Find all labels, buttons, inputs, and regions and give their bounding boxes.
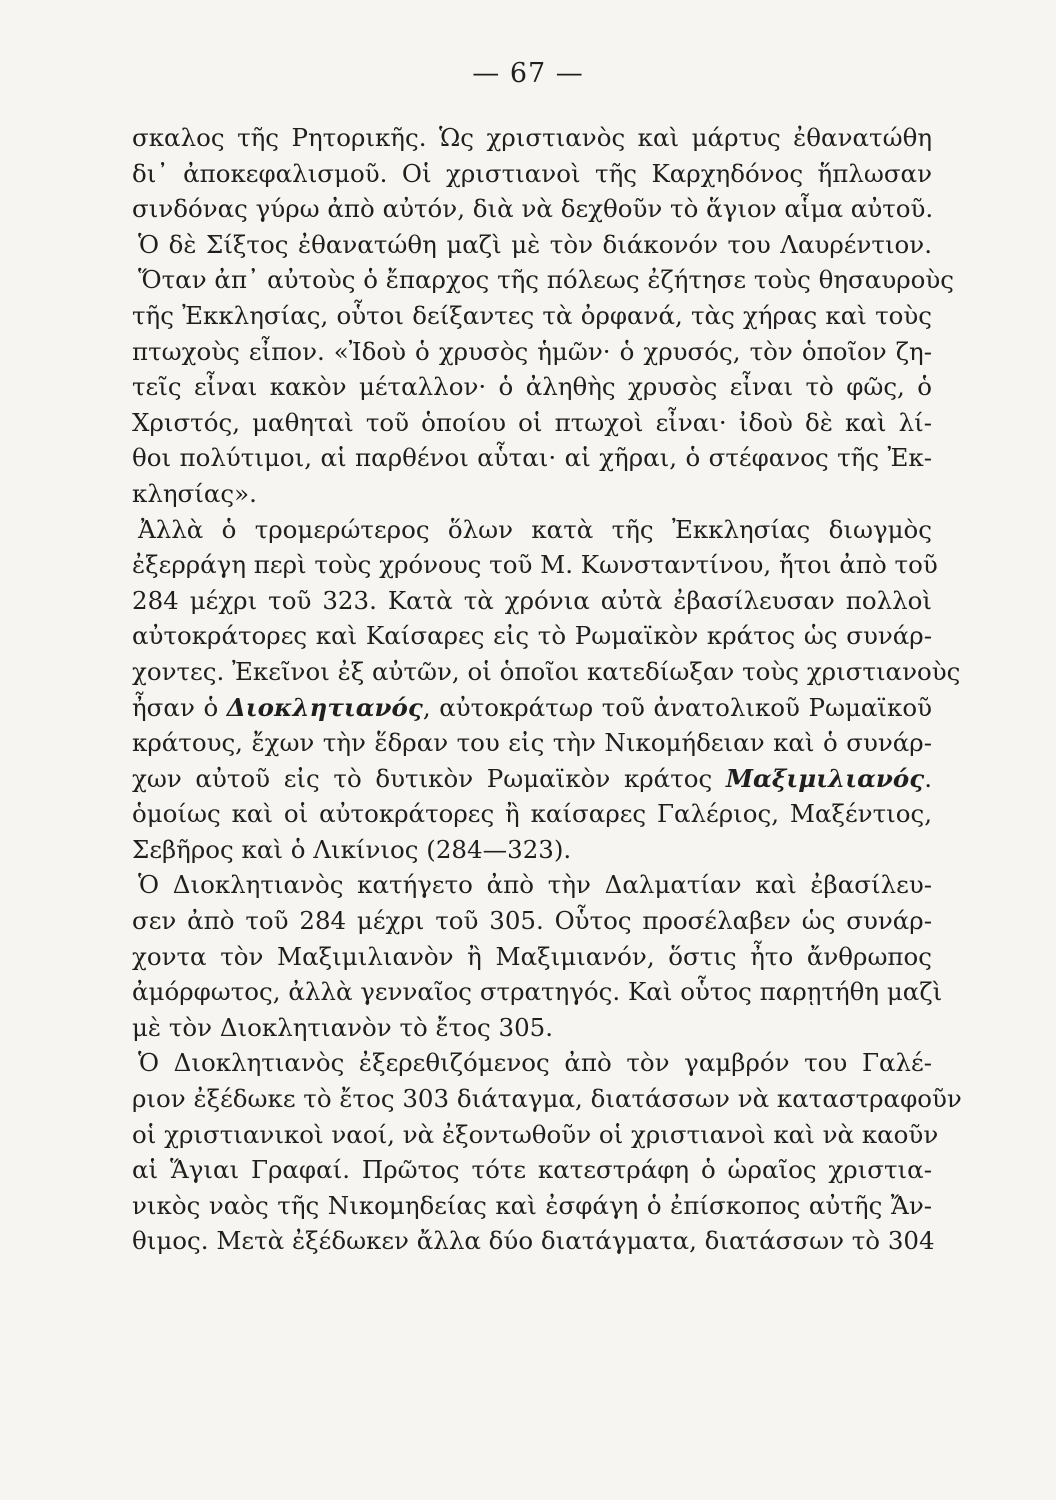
text-line: ἐξερράγη περὶ τοὺς χρόνους τοῦ Μ. Κωνσταντίνου, ἤτοι ἀπὸ τοῦ	[132, 550, 938, 580]
text-line: οἱ χριστιανικοὶ ναοί, νὰ ἐξοντωθοῦν οἱ χριστιανοὶ καὶ νὰ καοῦν	[132, 1119, 939, 1149]
text-line: κράτους, ἔχων τὴν ἕδραν του εἰς τὴν Νικομήδειαν καὶ ὁ συνάρ-	[132, 728, 932, 758]
text-line: Χριστός, μαθηταὶ τοῦ ὁποίου οἱ πτωχοὶ εἶναι· ἰδοὺ δὲ καὶ λί-	[132, 407, 932, 437]
emphasized-name: Μαξιμιλιανός	[725, 763, 925, 793]
text-line: δι᾿ ἀποκεφαλισμοῦ. Οἱ χριστιανοὶ τῆς Καρχηδόνος ἥπλωσαν	[132, 158, 932, 188]
text-line: ριον ἐξέδωκε τὸ ἔτος 303 διάταγμα, διατάσσων νὰ καταστραφοῦν	[132, 1084, 962, 1114]
text-line-with-emphasis	[132, 690, 932, 726]
text-line: 284 μέχρι τοῦ 323. Κατὰ τὰ χρόνια αὐτὰ ἐβασίλευσαν πολλοὶ	[132, 585, 932, 615]
page-number: — 67 —	[472, 58, 584, 89]
text-line: κλησίας».	[132, 478, 257, 508]
text-line: Ὁ δὲ Σίξτος ἐθανατώθη μαζὶ μὲ τὸν διάκονόν του Λαυρέντιον.	[138, 229, 932, 259]
text-line: θιμος. Μετὰ ἐξέδωκεν ἄλλα δύο διατάγματα, διατάσσων τὸ 304	[132, 1226, 935, 1256]
text-fragment: ἦσαν ὁ	[132, 692, 227, 722]
text-line: Ἀλλὰ ὁ τρομερώτερος ὅλων κατὰ τῆς Ἐκκλησίας διωγμὸς	[138, 514, 932, 544]
text-line: νικὸς ναὸς τῆς Νικομηδείας καὶ ἐσφάγη ὁ ἐπίσκοπος αὐτῆς Ἄν-	[132, 1190, 932, 1220]
text-line: αἱ Ἅγιαι Γραφαί. Πρῶτος τότε κατεστράφη ὁ ὡραῖος χριστια-	[132, 1155, 932, 1185]
text-line: χοντες. Ἐκεῖνοι ἐξ αὐτῶν, οἱ ὁποῖοι κατεδίωξαν τοὺς χριστιανοὺς	[132, 656, 961, 686]
text-line: τεῖς εἶναι κακὸν μέταλλον· ὁ ἀληθὴς χρυσὸς εἶναι τὸ φῶς, ὁ	[132, 372, 932, 402]
text-line: μὲ τὸν Διοκλητιανὸν τὸ ἔτος 305.	[132, 1012, 554, 1042]
text-fragment: χων αὐτοῦ εἰς τὸ δυτικὸν Ρωμαϊκὸν κράτος	[132, 763, 726, 793]
text-line: ἀμόρφωτος, ἀλλὰ γενναῖος στρατηγός. Καὶ οὗτος παρῃτήθη μαζὶ	[132, 977, 943, 1007]
text-line: Σεβῆρος καὶ ὁ Λικίνιος (284—323).	[132, 834, 572, 864]
body-text	[132, 120, 962, 1259]
text-line: Ὁ Διοκλητιανὸς ἐξερεθιζόμενος ἀπὸ τὸν γαμβρόν του Γαλέ-	[138, 1048, 932, 1078]
emphasized-name: Διοκλητιανός	[226, 692, 423, 722]
text-line: Ὁ Διοκλητιανὸς κατήγετο ἀπὸ τὴν Δαλματίαν καὶ ἐβασίλευ-	[138, 870, 932, 900]
text-line: τῆς Ἐκκλησίας, οὗτοι δείξαντες τὰ ὀρφανά, τὰς χήρας καὶ τοὺς	[132, 300, 932, 330]
text-line: χοντα τὸν Μαξιμιλιανὸν ἢ Μαξιμιανόν, ὅστις ἦτο ἄνθρωπος	[132, 941, 932, 971]
text-line: πτωχοὺς εἶπον. «Ἰδοὺ ὁ χρυσὸς ἡμῶν· ὁ χρυσός, τὸν ὁποῖον ζη-	[132, 336, 932, 366]
text-line: αὐτοκράτορες καὶ Καίσαρες εἰς τὸ Ρωμαϊκὸν κράτος ὡς συνάρ-	[132, 621, 932, 651]
text-line-with-emphasis	[132, 761, 932, 797]
text-line: ὁμοίως καὶ οἱ αὐτοκράτορες ἢ καίσαρες Γαλέριος, Μαξέντιος,	[132, 799, 932, 829]
text-fragment: .	[924, 763, 932, 793]
text-line: σινδόνας γύρω ἀπὸ αὐτόν, διὰ νὰ δεχθοῦν τὸ ἅγιον αἷμα αὐτοῦ.	[132, 194, 934, 224]
text-line: σεν ἀπὸ τοῦ 284 μέχρι τοῦ 305. Οὗτος προσέλαβεν ὡς συνάρ-	[132, 906, 932, 936]
text-line: Ὅταν ἀπ᾿ αὐτοὺς ὁ ἔπαρχος τῆς πόλεως ἐζήτησε τοὺς θησαυροὺς	[138, 265, 954, 295]
text-line: θοι πολύτιμοι, αἱ παρθένοι αὗται· αἱ χῆραι, ὁ στέφανος τῆς Ἐκ-	[132, 443, 932, 473]
text-line: σκαλος τῆς Ρητορικῆς. Ὡς χριστιανὸς καὶ μάρτυς ἐθανατώθη	[132, 123, 932, 152]
text-fragment: , αὐτοκράτωρ τοῦ ἀνατολικοῦ Ρωμαϊκοῦ	[422, 692, 932, 722]
